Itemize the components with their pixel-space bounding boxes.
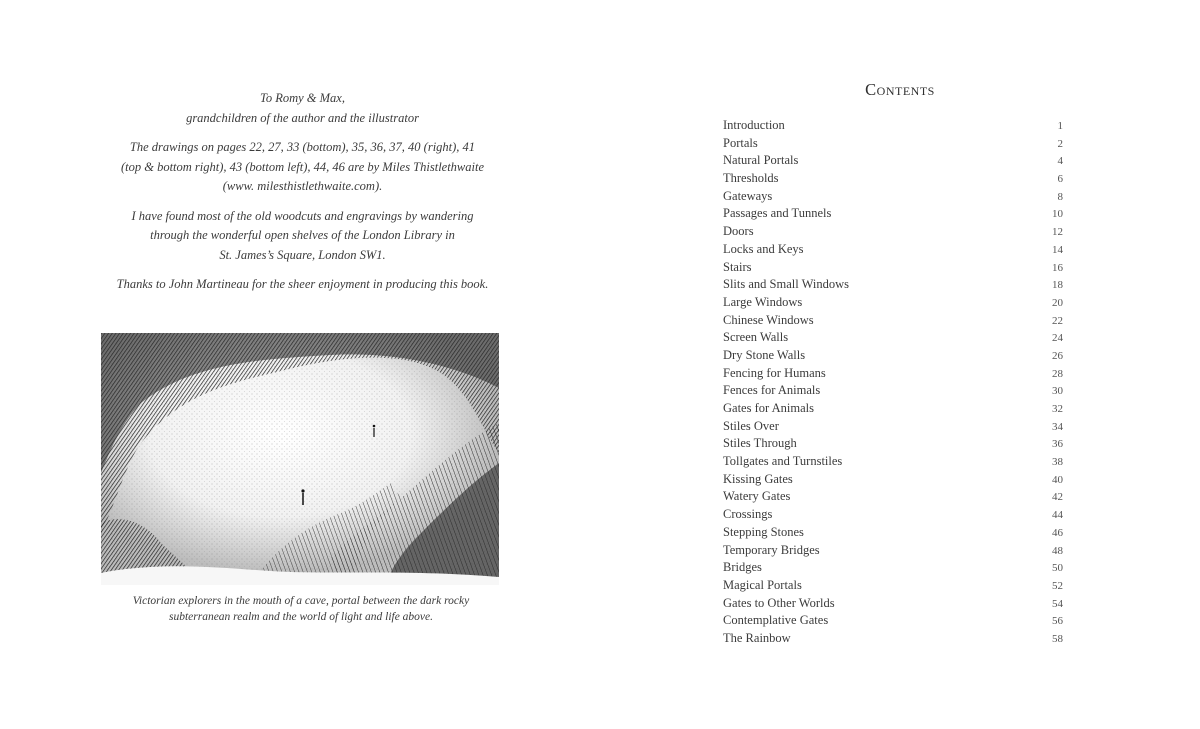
toc-entry-page: 8 — [1057, 190, 1063, 203]
toc-entry — [723, 366, 1063, 384]
toc-entry-page: 48 — [1052, 544, 1063, 557]
toc-entry-page: 4 — [1057, 155, 1063, 168]
toc-entry-title: Temporary Bridges — [723, 542, 820, 557]
toc-entry — [723, 525, 1063, 543]
toc-entry — [723, 171, 1063, 189]
toc-entry — [723, 472, 1063, 490]
toc-entry-title: Natural Portals — [723, 153, 799, 168]
toc-entry-page: 6 — [1057, 173, 1063, 186]
toc-entry-title: Gates for Animals — [723, 401, 814, 415]
toc-entry-title: Stairs — [723, 259, 752, 274]
toc-entry — [723, 489, 1063, 507]
dedication — [100, 89, 505, 128]
drawings-credit — [100, 138, 505, 197]
credit-line: St. James’s Square, London SW1. — [219, 247, 386, 262]
toc-entry — [723, 560, 1063, 578]
toc-entry-page: 34 — [1052, 420, 1063, 433]
toc-entry — [723, 507, 1063, 525]
toc-entry-title: Magical Portals — [723, 577, 802, 592]
credit-line: I have found most of the old woodcuts and engravings by wandering — [131, 208, 474, 223]
woodcuts-note — [100, 207, 505, 266]
toc-entry-page: 1 — [1057, 120, 1063, 132]
toc-entry-page: 52 — [1052, 579, 1063, 592]
toc-entry-title: Locks and Keys — [723, 241, 804, 256]
toc-entry-title: Doors — [723, 224, 754, 239]
toc-entry-page: 20 — [1052, 296, 1063, 309]
toc-entry — [723, 277, 1063, 295]
cave-engraving — [101, 333, 499, 585]
credit-line: (www. milesthistlethwaite.com). — [222, 179, 383, 193]
toc-entry-page: 10 — [1052, 208, 1063, 221]
toc-entry-page: 24 — [1052, 332, 1063, 345]
toc-entry — [723, 136, 1063, 154]
toc-entry — [723, 596, 1063, 614]
toc-entry-page: 46 — [1052, 526, 1063, 539]
toc-entry-page: 50 — [1052, 562, 1063, 575]
contents-heading: Contents — [865, 80, 935, 99]
toc-entry-title: Portals — [723, 135, 758, 150]
toc-entry-title: The Rainbow — [723, 630, 791, 645]
toc-entry-page: 54 — [1052, 597, 1063, 610]
credit-line: The drawings on pages 22, 27, 33 (bottom), 35, 36, 37, 40 (right), 41 — [129, 140, 476, 154]
right-page — [600, 0, 1200, 729]
engraving-caption — [120, 593, 482, 625]
toc-entry-title: Large Windows — [723, 294, 803, 309]
toc-entry-page: 30 — [1052, 385, 1063, 398]
toc-entry — [723, 631, 1063, 649]
toc-entry-title: Bridges — [723, 560, 762, 575]
toc-entry — [723, 242, 1063, 260]
toc-entry-title: Crossings — [723, 507, 773, 522]
toc-entry-title: Fences for Animals — [723, 383, 821, 398]
toc-entry-title: Dry Stone Walls — [723, 347, 806, 362]
toc-entry — [723, 313, 1063, 331]
toc-entry-title: Gateways — [723, 188, 773, 203]
toc-entry-title: Screen Walls — [723, 330, 789, 345]
toc-entry — [723, 153, 1063, 171]
toc-entry-page: 16 — [1052, 261, 1063, 274]
toc-entry-title: Stiles Over — [723, 418, 779, 433]
toc-entry-page: 14 — [1052, 243, 1063, 256]
toc-entry — [723, 295, 1063, 313]
toc-entry — [723, 189, 1063, 207]
toc-entry — [723, 436, 1063, 454]
toc-entry-page: 38 — [1052, 456, 1063, 469]
dedication-line: grandchildren of the author and the illustrator — [186, 110, 419, 125]
toc-entry-page: 42 — [1052, 491, 1063, 504]
toc-entry — [723, 348, 1063, 366]
credit-line: through the wonderful open shelves of the London Library in — [150, 228, 455, 242]
toc-entry-title: Fencing for Humans — [723, 365, 826, 380]
toc-entry-page: 2 — [1057, 137, 1063, 150]
toc-entry — [723, 454, 1063, 472]
toc-entry-title: Tollgates and Turnstiles — [723, 454, 843, 469]
toc-entry-page: 32 — [1052, 403, 1063, 415]
toc-entry-title: Stiles Through — [723, 436, 797, 451]
toc-entry-page: 12 — [1052, 226, 1063, 239]
toc-entry-title: Thresholds — [723, 171, 779, 186]
table-of-contents — [723, 118, 1063, 649]
toc-entry-title: Gates to Other Worlds — [723, 595, 835, 610]
toc-entry-title: Kissing Gates — [723, 471, 793, 486]
dedication-line: To Romy & Max, — [260, 91, 345, 105]
toc-entry — [723, 419, 1063, 437]
toc-entry-page: 58 — [1052, 632, 1063, 645]
acknowledgement: Thanks to John Martineau for the sheer enjoyment in producing this book. — [116, 277, 489, 291]
toc-entry-page: 40 — [1052, 473, 1063, 486]
toc-entry — [723, 224, 1063, 242]
front-matter-text — [100, 89, 505, 305]
toc-entry-title: Slits and Small Windows — [723, 277, 850, 292]
toc-entry — [723, 206, 1063, 224]
toc-entry-title: Stepping Stones — [723, 524, 804, 539]
toc-entry-page: 22 — [1052, 314, 1063, 327]
credit-line: (top & bottom right), 43 (bottom left), 44, 46 are by Miles Thistlethwaite — [120, 159, 485, 174]
toc-entry-title: Introduction — [723, 118, 785, 132]
toc-entry — [723, 543, 1063, 561]
toc-entry-page: 44 — [1052, 509, 1063, 522]
toc-entry-title: Passages and Tunnels — [723, 206, 832, 221]
toc-entry-title: Chinese Windows — [723, 312, 814, 327]
toc-entry-title: Watery Gates — [723, 489, 791, 504]
toc-entry-page: 36 — [1052, 438, 1063, 451]
toc-entry — [723, 260, 1063, 278]
toc-entry — [723, 118, 1063, 136]
toc-entry — [723, 613, 1063, 631]
toc-entry-page: 28 — [1052, 367, 1063, 380]
toc-entry-title: Contemplative Gates — [723, 613, 829, 628]
toc-entry — [723, 401, 1063, 419]
caption-line: Victorian explorers in the mouth of a cave, portal between the dark rocky — [132, 595, 470, 607]
caption-line: subterranean realm and the world of light and life above. — [168, 611, 434, 623]
toc-entry-page: 18 — [1052, 279, 1063, 292]
toc-entry-page: 26 — [1052, 349, 1063, 362]
toc-entry-page: 56 — [1052, 615, 1063, 628]
toc-entry — [723, 330, 1063, 348]
toc-entry — [723, 383, 1063, 401]
toc-entry — [723, 578, 1063, 596]
